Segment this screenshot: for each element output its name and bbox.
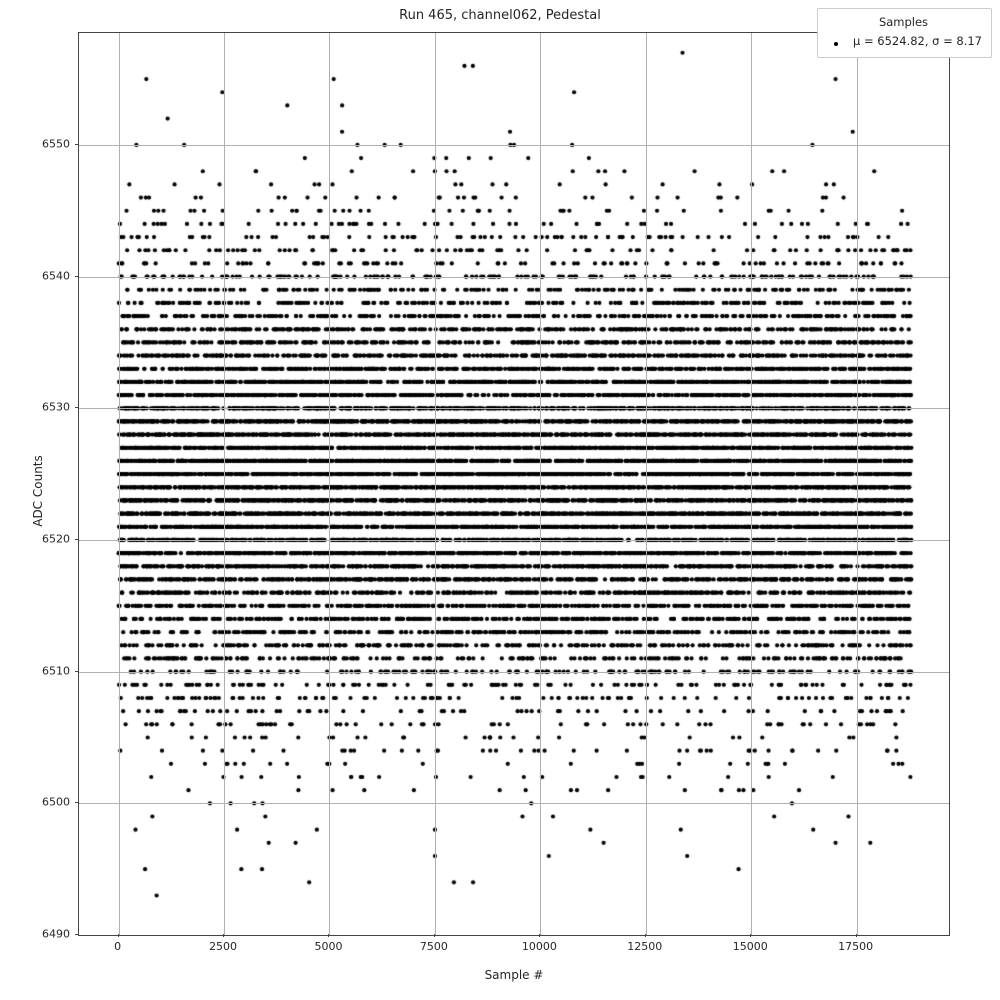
x-tick-label: 7500: [419, 940, 448, 953]
y-gridline: [79, 540, 949, 541]
x-tick-label: 0: [114, 940, 122, 953]
x-gridline: [540, 33, 541, 935]
y-tick-mark: [75, 144, 78, 145]
x-tick-label: 17500: [838, 940, 874, 953]
y-tick-label: 6520: [42, 532, 70, 546]
y-tick-label: 6530: [42, 400, 70, 414]
x-tick-mark: [750, 934, 751, 937]
y-tick-mark: [75, 276, 78, 277]
x-tick-mark: [223, 934, 224, 937]
legend-entry: [827, 31, 982, 50]
y-tick-mark: [75, 802, 78, 803]
y-tick-label: 6490: [42, 927, 70, 941]
x-tick-mark: [645, 934, 646, 937]
x-tick-mark: [539, 934, 540, 937]
x-tick-mark: [328, 934, 329, 937]
y-gridline: [79, 803, 949, 804]
x-tick-label: 15000: [732, 940, 768, 953]
legend-marker-icon: [827, 31, 845, 50]
scatter-plot-canvas: [79, 33, 950, 936]
y-tick-mark: [75, 671, 78, 672]
x-gridline: [646, 33, 647, 935]
y-tick-mark: [75, 539, 78, 540]
x-gridline: [224, 33, 225, 935]
legend-entry-label: μ = 6524.82, σ = 8.17: [853, 33, 982, 48]
y-gridline: [79, 277, 949, 278]
plot-area: [78, 32, 950, 936]
x-tick-mark: [856, 934, 857, 937]
y-axis-label: ADC Counts: [31, 455, 45, 527]
y-tick-mark: [75, 934, 78, 935]
chart-title: Run 465, channel062, Pedestal: [399, 8, 601, 23]
x-gridline: [119, 33, 120, 935]
y-tick-label: 6510: [42, 664, 70, 678]
y-tick-label: 6500: [42, 795, 70, 809]
x-tick-label: 12500: [627, 940, 663, 953]
y-tick-label: 6540: [42, 269, 70, 283]
legend: [817, 8, 992, 58]
x-tick-label: 10000: [521, 940, 557, 953]
x-tick-mark: [118, 934, 119, 937]
x-tick-mark: [434, 934, 435, 937]
y-gridline: [79, 145, 949, 146]
x-gridline: [857, 33, 858, 935]
y-tick-label: 6550: [42, 137, 70, 151]
x-gridline: [751, 33, 752, 935]
y-gridline: [79, 408, 949, 409]
y-tick-mark: [75, 407, 78, 408]
x-gridline: [435, 33, 436, 935]
x-tick-label: 5000: [314, 940, 343, 953]
x-gridline: [329, 33, 330, 935]
x-tick-label: 2500: [209, 940, 238, 953]
legend-title: Samples: [878, 15, 929, 29]
x-axis-label: Sample #: [484, 968, 544, 982]
y-gridline: [79, 672, 949, 673]
